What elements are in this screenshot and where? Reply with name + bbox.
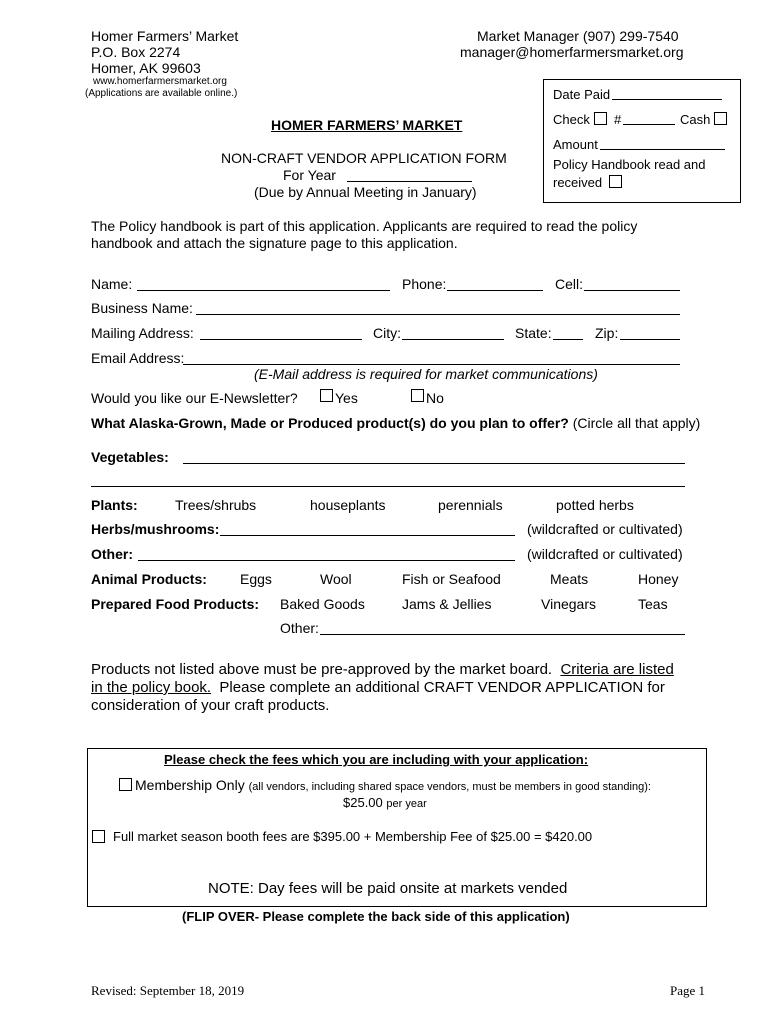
animal-item[interactable]: Honey bbox=[638, 571, 679, 587]
herbs-label: Herbs/mushrooms: bbox=[91, 521, 220, 537]
vegetables-field-2[interactable] bbox=[91, 486, 685, 487]
form-title: NON-CRAFT VENDOR APPLICATION FORM bbox=[221, 150, 507, 166]
mailing-address-label: Mailing Address: bbox=[91, 325, 194, 341]
email-label: Email Address: bbox=[91, 350, 185, 366]
animal-item[interactable]: Eggs bbox=[240, 571, 272, 587]
handbook-label-2: received bbox=[553, 175, 603, 190]
due-note: (Due by Annual Meeting in January) bbox=[254, 184, 477, 200]
membership-amount: $25.00 bbox=[343, 795, 383, 810]
check-checkbox[interactable] bbox=[594, 112, 607, 125]
criteria-link-1[interactable]: Criteria are listed bbox=[560, 661, 674, 678]
prepared-item[interactable]: Baked Goods bbox=[280, 596, 365, 612]
newsletter-question: Would you like our E-Newsletter? bbox=[91, 390, 298, 406]
membership-checkbox[interactable] bbox=[119, 778, 132, 791]
herbs-note: (wildcrafted or cultivated) bbox=[527, 521, 683, 537]
city-label: City: bbox=[373, 325, 401, 341]
city-field[interactable] bbox=[402, 339, 504, 340]
manager-line: Market Manager (907) 299-7540 bbox=[477, 28, 679, 44]
zip-label: Zip: bbox=[595, 325, 619, 341]
full-season-label: Full market season booth fees are $395.00 + Membership Fee of $25.00 = $420.00 bbox=[113, 829, 593, 844]
page-number: Page 1 bbox=[670, 983, 706, 998]
prepared-item[interactable]: Vinegars bbox=[541, 596, 597, 612]
products-question-text: What Alaska-Grown, Made or Produced product(s) do you plan to offer? bbox=[91, 415, 569, 431]
vegetables-label: Vegetables: bbox=[91, 449, 169, 465]
vegetables-field-1[interactable] bbox=[183, 463, 685, 464]
cash-checkbox[interactable] bbox=[714, 112, 727, 125]
mailing-address-field[interactable] bbox=[200, 339, 362, 340]
business-name-label: Business Name: bbox=[91, 300, 193, 316]
cash-label: Cash bbox=[680, 112, 711, 127]
notice-text-2: Please complete an additional CRAFT VENDOR APPLICATION for bbox=[219, 679, 665, 696]
products-question bbox=[91, 415, 700, 431]
email-note: (E-Mail address is required for market communications) bbox=[254, 366, 598, 382]
date-paid-field[interactable] bbox=[612, 99, 722, 100]
for-year-field[interactable] bbox=[347, 181, 472, 182]
intro-line-2: handbook and attach the signature page to this application. bbox=[91, 235, 458, 251]
handbook-checkbox[interactable] bbox=[609, 175, 622, 188]
plant-item[interactable]: Trees/shrubs bbox=[175, 497, 257, 513]
online-note: (Applications are available online.) bbox=[85, 88, 238, 99]
membership-note: (all vendors, including shared space vendors, must be members in good standing): bbox=[248, 781, 651, 793]
other-note: (wildcrafted or cultivated) bbox=[527, 546, 683, 562]
membership-fee bbox=[343, 795, 427, 810]
prepared-food-label: Prepared Food Products: bbox=[91, 596, 260, 612]
name-label: Name: bbox=[91, 276, 133, 292]
newsletter-no-label: No bbox=[426, 390, 444, 406]
animal-products-label: Animal Products: bbox=[91, 571, 207, 587]
cell-field[interactable] bbox=[584, 290, 680, 291]
other-label: Other: bbox=[91, 546, 133, 562]
notice-line-1 bbox=[91, 661, 674, 678]
revised-date: Revised: September 18, 2019 bbox=[91, 983, 245, 998]
animal-item[interactable]: Meats bbox=[550, 571, 589, 587]
plant-item[interactable]: houseplants bbox=[310, 497, 386, 513]
herbs-field[interactable] bbox=[220, 535, 515, 536]
notice-text-1: Products not listed above must be pre-approved by the market board. bbox=[91, 661, 553, 678]
email-field[interactable] bbox=[183, 364, 680, 365]
amount-label: Amount bbox=[553, 137, 598, 152]
day-fees-note: NOTE: Day fees will be paid onsite at markets vended bbox=[208, 880, 568, 897]
handbook-label-1: Policy Handbook read and bbox=[553, 157, 706, 172]
plant-item[interactable]: potted herbs bbox=[556, 497, 634, 513]
phone-label: Phone: bbox=[402, 276, 447, 292]
zip-field[interactable] bbox=[620, 339, 680, 340]
notice-line-3: consideration of your craft products. bbox=[91, 697, 330, 714]
flip-over-note: (FLIP OVER- Please complete the back side of this application) bbox=[182, 909, 570, 924]
po-box: P.O. Box 2274 bbox=[91, 44, 181, 60]
newsletter-yes-label: Yes bbox=[335, 390, 358, 406]
full-season-checkbox[interactable] bbox=[92, 830, 105, 843]
state-field[interactable] bbox=[553, 339, 583, 340]
newsletter-yes-checkbox[interactable] bbox=[320, 389, 333, 402]
check-label: Check bbox=[553, 112, 590, 127]
phone-field[interactable] bbox=[447, 290, 543, 291]
criteria-link-2[interactable]: in the policy book. bbox=[91, 679, 212, 696]
membership-per: per year bbox=[386, 798, 427, 810]
other-field[interactable] bbox=[138, 560, 515, 561]
membership-label: Membership Only bbox=[135, 777, 245, 793]
plant-item[interactable]: perennials bbox=[438, 497, 503, 513]
city-line: Homer, AK 99603 bbox=[91, 60, 201, 76]
business-name-field[interactable] bbox=[196, 314, 680, 315]
manager-email: manager@homerfarmersmarket.org bbox=[460, 44, 684, 60]
notice-line-2 bbox=[91, 679, 665, 696]
products-question-suffix: (Circle all that apply) bbox=[572, 415, 701, 431]
website: www.homerfarmersmarket.org bbox=[93, 76, 227, 87]
prepared-other-label: Other: bbox=[280, 620, 319, 636]
prepared-item[interactable]: Jams & Jellies bbox=[402, 596, 492, 612]
prepared-other-field[interactable] bbox=[320, 634, 685, 635]
prepared-item[interactable]: Teas bbox=[638, 596, 668, 612]
plants-label: Plants: bbox=[91, 497, 138, 513]
animal-item[interactable]: Fish or Seafood bbox=[402, 571, 501, 587]
check-number-field[interactable] bbox=[623, 124, 675, 125]
name-field[interactable] bbox=[137, 290, 390, 291]
org-name: Homer Farmers’ Market bbox=[91, 28, 239, 44]
animal-item[interactable]: Wool bbox=[320, 571, 352, 587]
for-year-label: For Year bbox=[283, 167, 336, 183]
state-label: State: bbox=[515, 325, 552, 341]
fees-heading: Please check the fees which you are including with your application: bbox=[164, 752, 589, 767]
amount-field[interactable] bbox=[600, 149, 725, 150]
date-paid-label: Date Paid bbox=[553, 87, 611, 102]
intro-line-1: The Policy handbook is part of this application. Applicants are required to read the policy bbox=[91, 218, 638, 234]
check-number-label: # bbox=[614, 112, 622, 127]
membership-line bbox=[135, 777, 651, 793]
page-title: HOMER FARMERS’ MARKET bbox=[271, 117, 463, 133]
newsletter-no-checkbox[interactable] bbox=[411, 389, 424, 402]
cell-label: Cell: bbox=[555, 276, 584, 292]
